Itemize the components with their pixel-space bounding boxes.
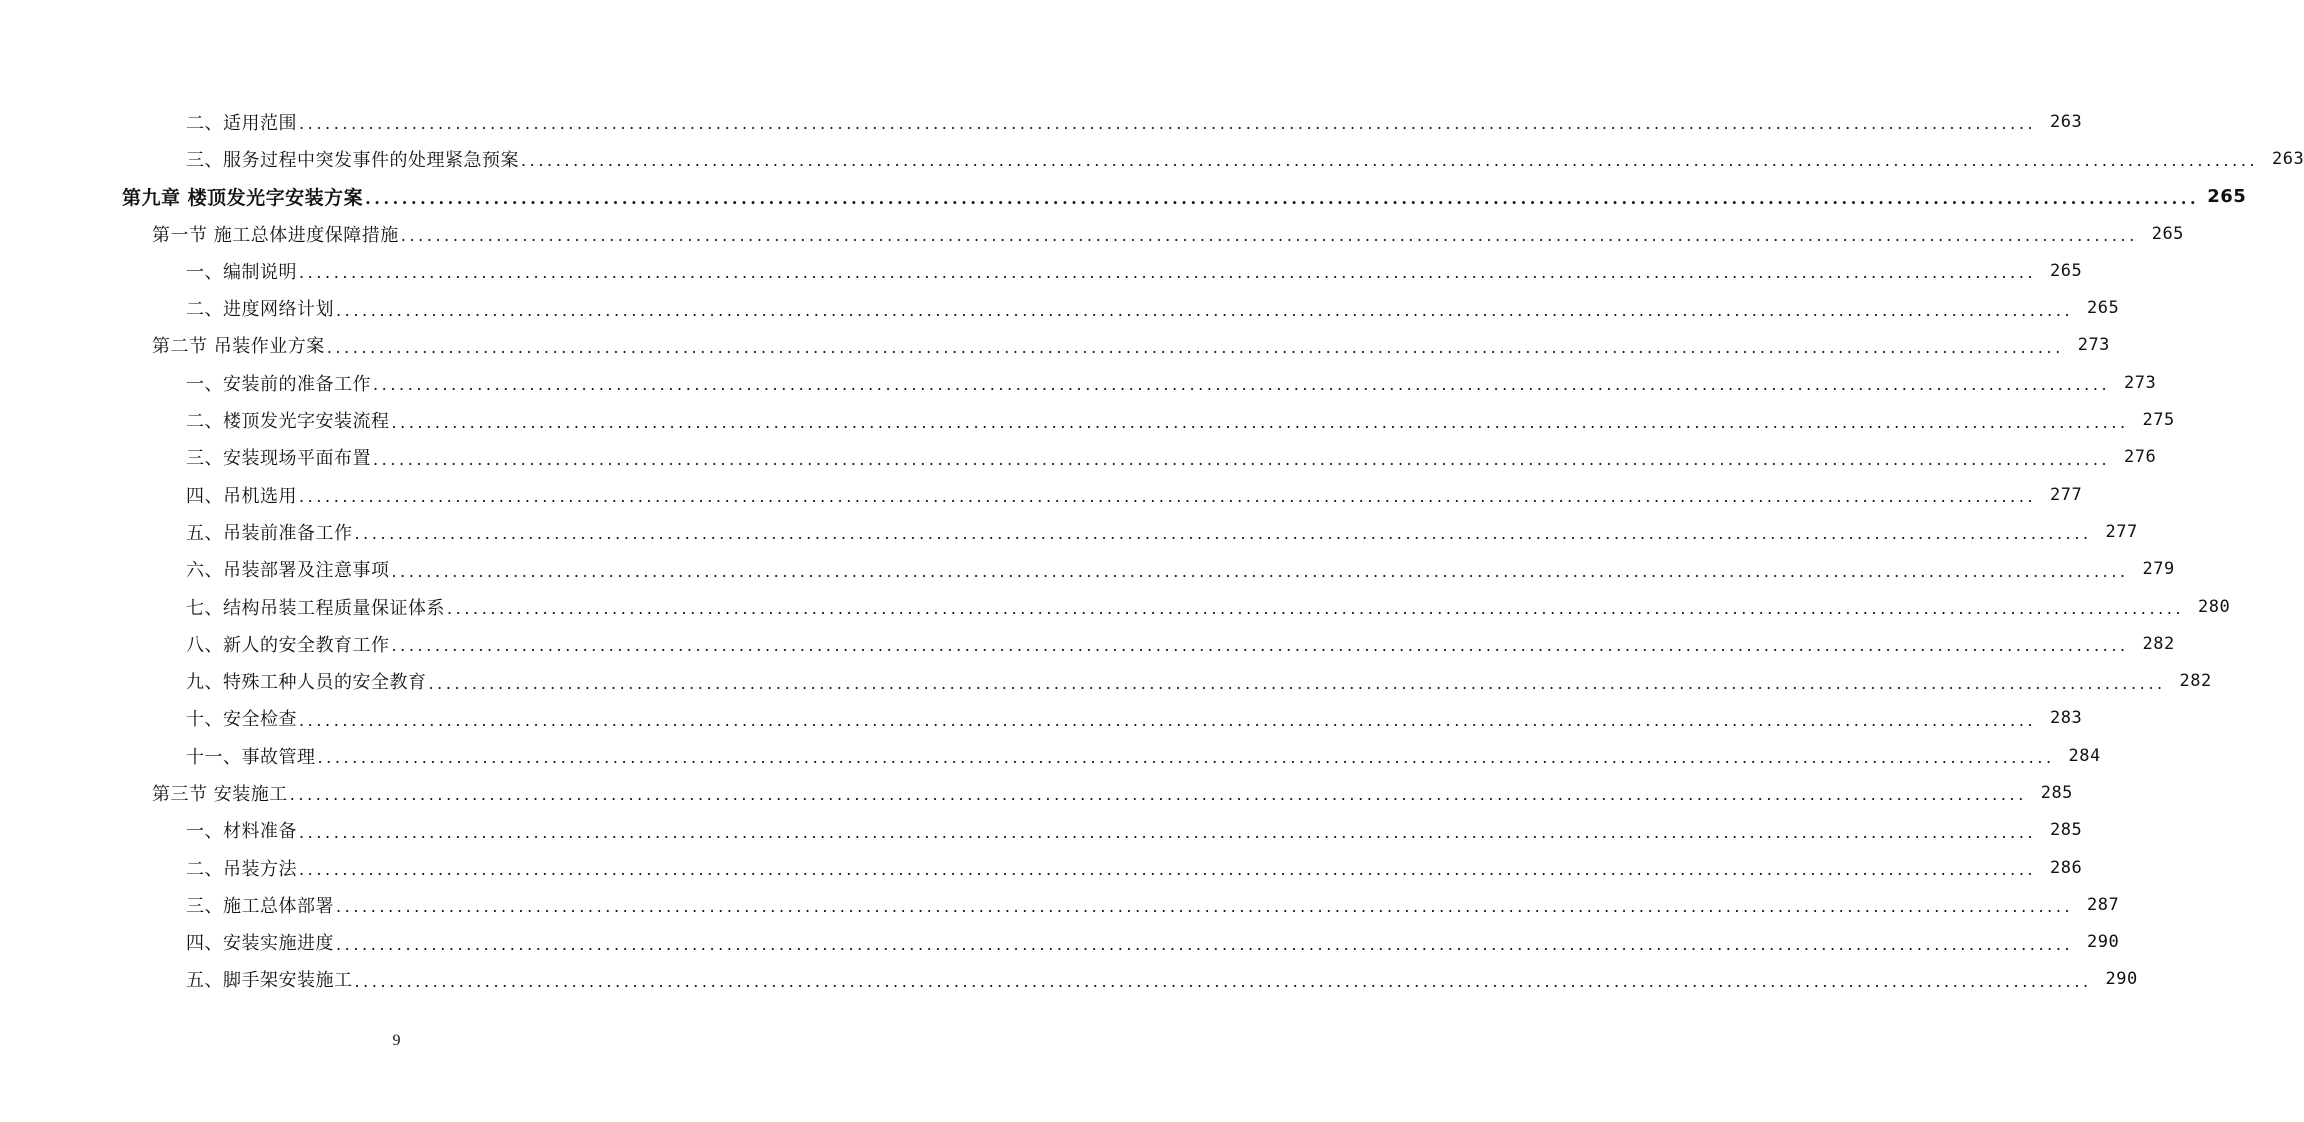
toc-entry-title: 二、吊装方法: [186, 855, 297, 881]
toc-entry-page: 273: [2123, 372, 2157, 393]
toc-entry-page: 284: [2068, 745, 2101, 766]
toc-entry-page: 265: [2207, 185, 2247, 207]
toc-item-entry[interactable]: [0, 513, 2138, 550]
toc-entry-page: 286: [2049, 857, 2083, 878]
toc-entry-title: 六、吊装部署及注意事项: [186, 556, 390, 582]
toc-item-entry[interactable]: [0, 364, 2157, 401]
toc-entry-title: 八、新人的安全教育工作: [186, 631, 390, 657]
toc-item-entry[interactable]: [0, 289, 2120, 326]
toc-entry-page: 275: [2142, 410, 2175, 431]
toc-entry-title: 三、安装现场平面布置: [186, 444, 371, 470]
toc-leader-dots: ........................................................................................................................................................................................................: [391, 561, 2129, 581]
toc-leader-dots: ........................................................................................................................................................................................................: [336, 897, 2074, 917]
toc-section-entry[interactable]: [0, 215, 2184, 252]
toc-item-entry[interactable]: [0, 551, 2175, 588]
toc-entry-title: 一、编制说明: [186, 258, 297, 284]
toc-item-entry[interactable]: [0, 737, 2101, 774]
toc-entry-title: 十、安全检查: [186, 705, 297, 731]
toc-entry-page: 277: [2049, 484, 2083, 505]
toc-list: [0, 103, 2304, 998]
toc-entry-title: 三、服务过程中突发事件的处理紧急预案: [186, 146, 519, 172]
toc-leader-dots: ........................................................................................................................................................................................................: [299, 114, 2037, 134]
toc-leader-dots: ........................................................................................................................................................................................................: [299, 263, 2037, 283]
toc-entry-title: 第一节 施工总体进度保障措施: [152, 221, 399, 247]
toc-item-entry[interactable]: [0, 886, 2120, 923]
toc-leader-dots: ........................................................................................................................................................................................................: [354, 971, 2092, 991]
toc-chapter-entry[interactable]: [0, 178, 2247, 215]
toc-entry-title: 九、特殊工种人员的安全教育: [186, 668, 427, 694]
toc-entry-title: 三、施工总体部署: [186, 892, 334, 918]
toc-leader-dots: ........................................................................................................................................................................................................: [373, 375, 2111, 395]
toc-entry-page: 276: [2123, 447, 2157, 468]
page-number: 9: [392, 1032, 401, 1049]
toc-item-entry[interactable]: [0, 252, 2083, 289]
toc-entry-page: 285: [2040, 782, 2073, 803]
toc-entry-title: 五、吊装前准备工作: [186, 519, 353, 545]
toc-entry-title: 五、脚手架安装施工: [186, 966, 353, 992]
toc-entry-page: 282: [2179, 671, 2212, 692]
toc-entry-page: 265: [2151, 223, 2184, 244]
toc-entry-title: 第三节 安装施工: [152, 780, 288, 806]
toc-leader-dots: ........................................................................................................................................................................................................: [336, 934, 2074, 954]
toc-leader-dots: ........................................................................................................................................................................................................: [336, 300, 2074, 320]
toc-leader-dots: ........................................................................................................................................................................................................: [326, 337, 2064, 357]
toc-entry-page: 282: [2142, 633, 2175, 654]
toc-entry-title: 十一、事故管理: [186, 743, 316, 769]
toc-section-entry[interactable]: [0, 327, 2110, 364]
toc-entry-page: 277: [2105, 521, 2138, 542]
toc-item-entry[interactable]: [0, 961, 2138, 998]
toc-leader-dots: ........................................................................................................................................................................................................: [299, 487, 2037, 507]
toc-leader-dots: ........................................................................................................................................................................................................: [428, 673, 2166, 693]
toc-item-entry[interactable]: [0, 924, 2120, 961]
toc-entry-page: 263: [2049, 111, 2083, 132]
toc-entry-title: 第九章 楼顶发光字安装方案: [122, 183, 363, 210]
toc-entry-title: 一、安装前的准备工作: [186, 370, 371, 396]
toc-item-entry[interactable]: [0, 140, 2304, 177]
toc-item-entry[interactable]: [0, 103, 2083, 140]
toc-entry-page: 290: [2105, 969, 2138, 990]
toc-entry-page: 285: [2049, 820, 2083, 841]
toc-item-entry[interactable]: [0, 439, 2157, 476]
toc-item-entry[interactable]: [0, 476, 2083, 513]
toc-entry-page: 279: [2142, 559, 2175, 580]
toc-item-entry[interactable]: [0, 812, 2083, 849]
toc-leader-dots: ........................................................................................................................................................................................................: [317, 748, 2055, 768]
toc-entry-page: 287: [2086, 894, 2120, 915]
toc-entry-title: 二、适用范围: [186, 109, 297, 135]
toc-entry-title: 一、材料准备: [186, 817, 297, 843]
toc-entry-title: 二、进度网络计划: [186, 295, 334, 321]
toc-leader-dots: ........................................................................................................................................................................................................: [391, 636, 2129, 656]
toc-leader-dots: ........................................................................................................................................................................................................: [373, 449, 2111, 469]
toc-entry-page: 265: [2086, 298, 2120, 319]
toc-item-entry[interactable]: [0, 849, 2083, 886]
toc-entry-page: 273: [2077, 335, 2110, 356]
toc-entry-title: 第二节 吊装作业方案: [152, 332, 325, 358]
toc-leader-dots: ........................................................................................................................................................................................................: [365, 188, 2200, 208]
toc-item-entry[interactable]: [0, 588, 2231, 625]
toc-leader-dots: ........................................................................................................................................................................................................: [289, 785, 2027, 805]
toc-leader-dots: ........................................................................................................................................................................................................: [521, 151, 2259, 171]
toc-item-entry[interactable]: [0, 625, 2175, 662]
toc-section-entry[interactable]: [0, 774, 2073, 811]
toc-entry-page: 265: [2049, 260, 2083, 281]
toc-entry-page: 263: [2271, 148, 2304, 169]
toc-entry-title: 七、结构吊装工程质量保证体系: [186, 594, 445, 620]
toc-item-entry[interactable]: [0, 401, 2175, 438]
toc-leader-dots: ........................................................................................................................................................................................................: [299, 822, 2037, 842]
toc-entry-page: 280: [2197, 596, 2231, 617]
toc-entry-page: 290: [2086, 932, 2120, 953]
toc-leader-dots: ........................................................................................................................................................................................................: [299, 860, 2037, 880]
toc-leader-dots: ........................................................................................................................................................................................................: [447, 599, 2185, 618]
toc-leader-dots: ........................................................................................................................................................................................................: [299, 710, 2037, 730]
toc-leader-dots: ........................................................................................................................................................................................................: [400, 226, 2138, 246]
toc-entry-title: 四、吊机选用: [186, 482, 297, 508]
toc-entry-title: 二、楼顶发光字安装流程: [186, 407, 390, 433]
toc-entry-title: 四、安装实施进度: [186, 929, 334, 955]
table-of-contents: [0, 103, 2304, 998]
toc-leader-dots: ........................................................................................................................................................................................................: [391, 412, 2129, 432]
toc-item-entry[interactable]: [0, 700, 2083, 737]
toc-item-entry[interactable]: [0, 662, 2212, 699]
toc-entry-page: 283: [2049, 708, 2083, 729]
toc-leader-dots: ........................................................................................................................................................................................................: [354, 524, 2092, 544]
